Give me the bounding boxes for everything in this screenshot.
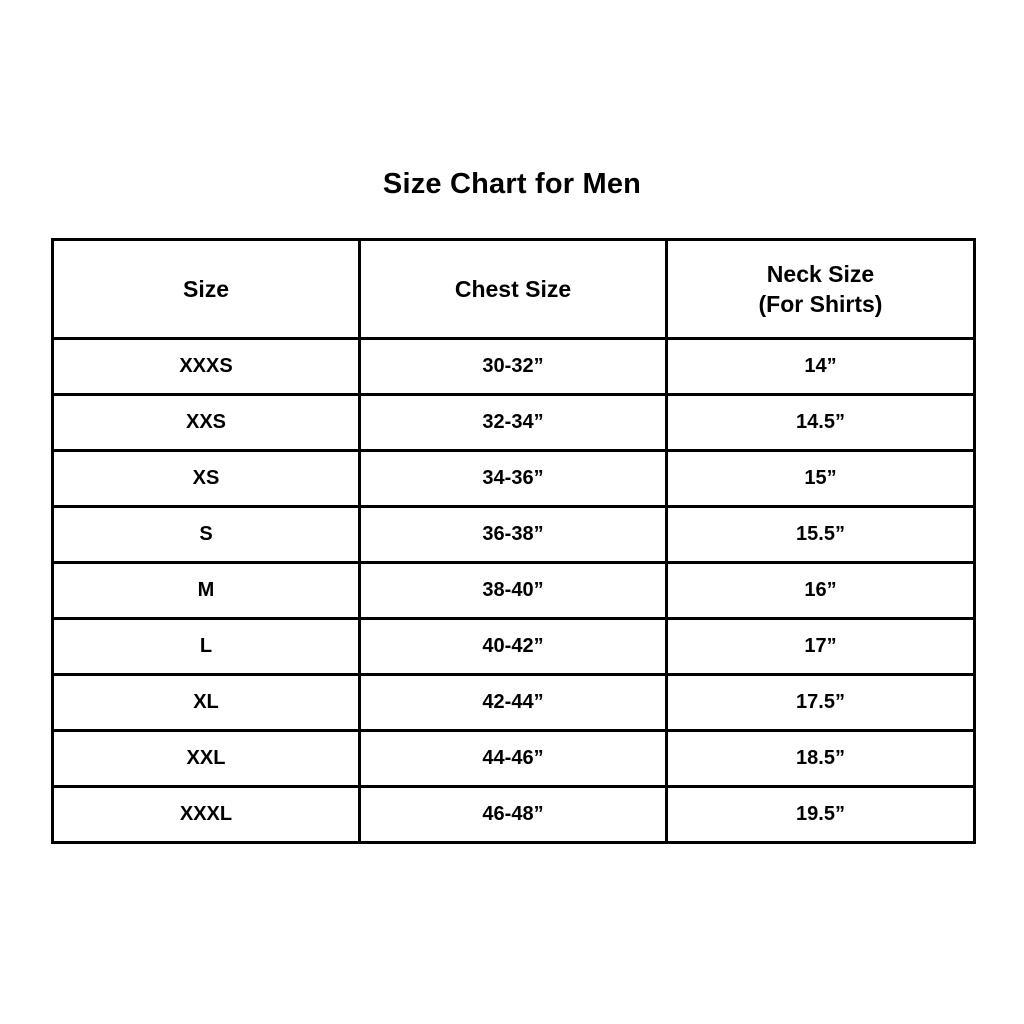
column-header-neck-size-sublabel: (For Shirts)	[758, 291, 883, 317]
cell-neck: 17”	[667, 619, 975, 675]
cell-chest: 36-38”	[360, 507, 667, 563]
cell-neck: 15.5”	[667, 507, 975, 563]
column-header-neck-size	[667, 240, 975, 339]
cell-chest: 38-40”	[360, 563, 667, 619]
cell-neck: 14”	[667, 339, 975, 395]
cell-size: XXS	[53, 395, 360, 451]
cell-neck: 14.5”	[667, 395, 975, 451]
cell-size: L	[53, 619, 360, 675]
cell-size: XL	[53, 675, 360, 731]
cell-neck: 16”	[667, 563, 975, 619]
page-title: Size Chart for Men	[382, 168, 642, 200]
table-row	[53, 787, 975, 843]
cell-size: XXXS	[53, 339, 360, 395]
size-chart-table	[51, 238, 976, 844]
column-header-chest-size	[360, 240, 667, 339]
cell-chest: 34-36”	[360, 451, 667, 507]
table-row	[53, 675, 975, 731]
table-row	[53, 339, 975, 395]
column-header-size-label: Size	[182, 275, 230, 302]
cell-size: S	[53, 507, 360, 563]
cell-size: XXL	[53, 731, 360, 787]
cell-chest: 30-32”	[360, 339, 667, 395]
cell-chest: 40-42”	[360, 619, 667, 675]
cell-size: M	[53, 563, 360, 619]
cell-chest: 42-44”	[360, 675, 667, 731]
cell-size: XS	[53, 451, 360, 507]
cell-neck: 17.5”	[667, 675, 975, 731]
column-header-neck-size-label: Neck Size	[766, 260, 875, 287]
cell-chest: 32-34”	[360, 395, 667, 451]
cell-chest: 44-46”	[360, 731, 667, 787]
table-row	[53, 395, 975, 451]
column-header-size	[53, 240, 360, 339]
cell-chest: 46-48”	[360, 787, 667, 843]
cell-neck: 19.5”	[667, 787, 975, 843]
table-row	[53, 731, 975, 787]
table-row	[53, 619, 975, 675]
table-row	[53, 451, 975, 507]
table-row	[53, 507, 975, 563]
table-row	[53, 563, 975, 619]
cell-neck: 18.5”	[667, 731, 975, 787]
table-header-row	[53, 240, 975, 339]
column-header-chest-size-label: Chest Size	[454, 275, 572, 302]
cell-size: XXXL	[53, 787, 360, 843]
cell-neck: 15”	[667, 451, 975, 507]
table-body	[53, 339, 975, 843]
